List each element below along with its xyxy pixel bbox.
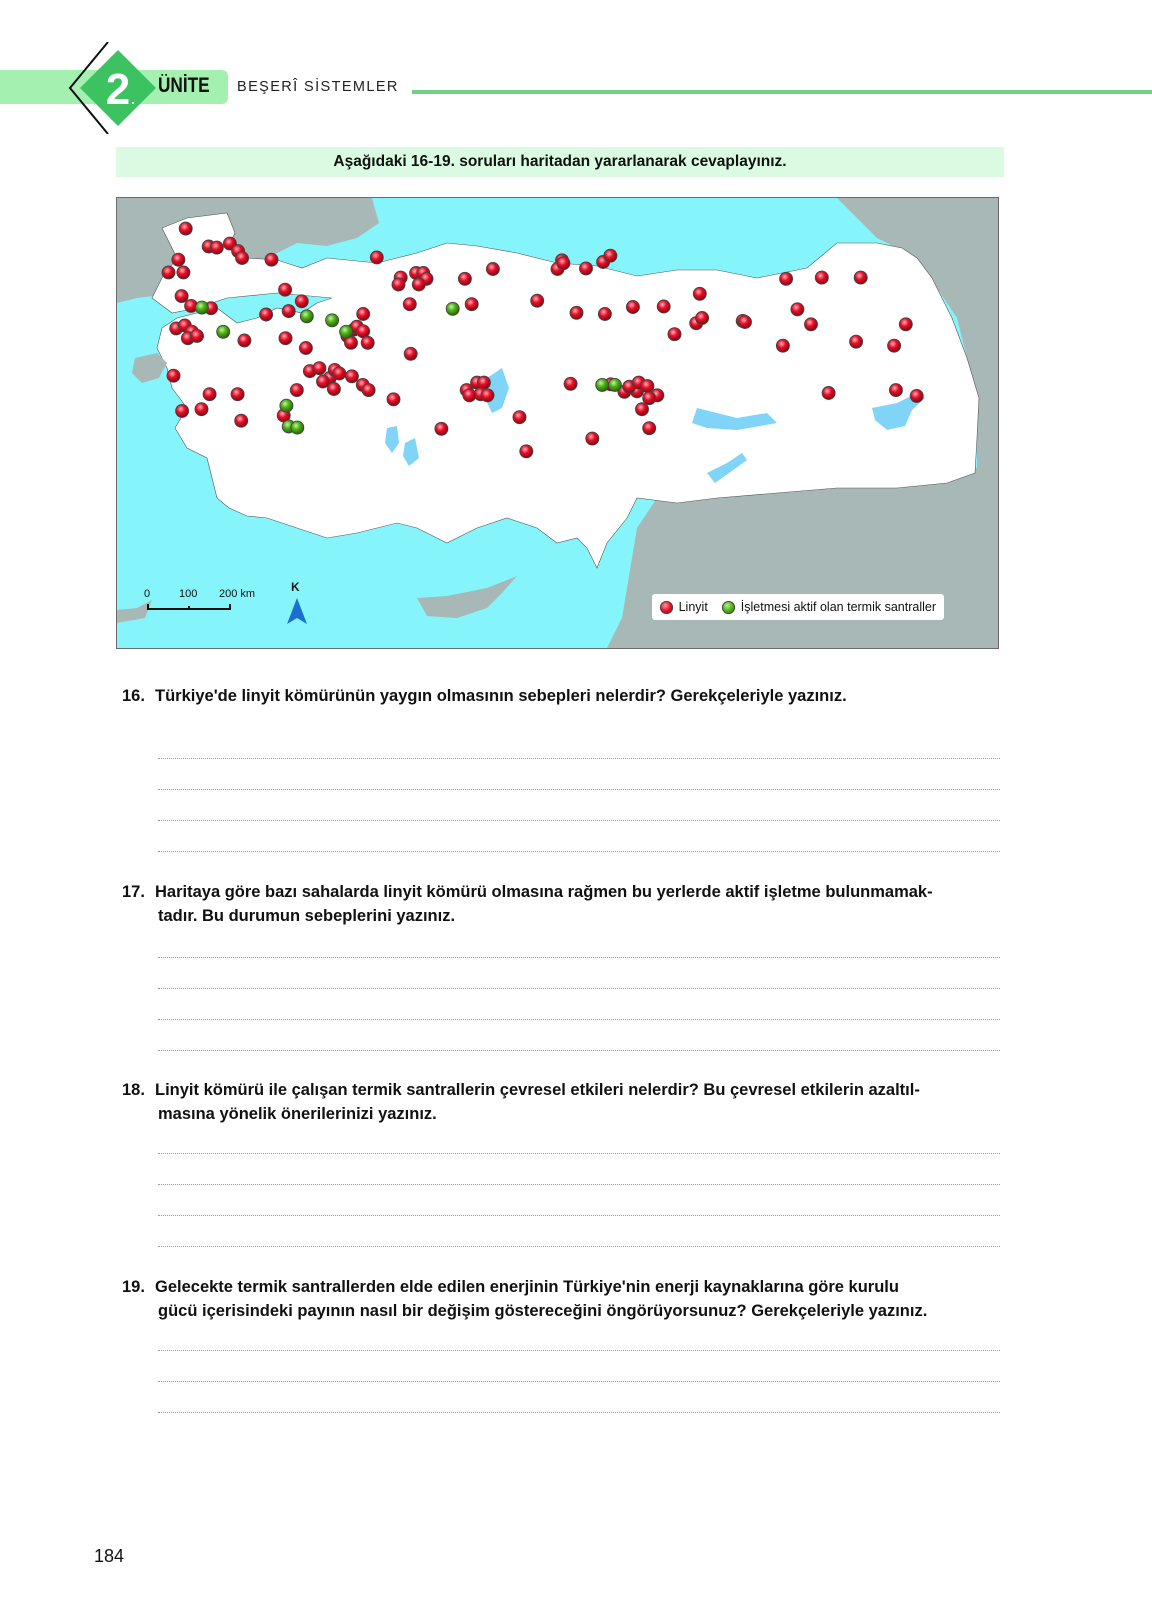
question-18: [122, 1078, 1002, 1126]
linyit-site-marker: [435, 422, 448, 435]
legend-item-santral: [722, 600, 936, 614]
linyit-site-marker: [458, 272, 471, 285]
linyit-site-marker: [327, 383, 340, 396]
linyit-site-marker: [626, 301, 639, 314]
linyit-site-marker: [791, 303, 804, 316]
linyit-site-marker: [313, 362, 326, 375]
answer-line[interactable]: [158, 1381, 1000, 1382]
answer-line[interactable]: [158, 758, 1000, 759]
question-17: [122, 880, 1002, 928]
linyit-site-marker: [167, 369, 180, 382]
linyit-site-marker: [279, 283, 292, 296]
linyit-site-marker: [412, 278, 425, 291]
linyit-site-marker: [636, 403, 649, 416]
linyit-site-marker: [392, 278, 405, 291]
linyit-site-marker: [805, 318, 818, 331]
linyit-site-marker: [333, 367, 346, 380]
linyit-site-marker: [693, 287, 706, 300]
linyit-site-marker: [210, 241, 223, 254]
legend-label-linyit: Linyit: [678, 600, 708, 614]
question-text: Gelecekte termik santrallerden elde edilen enerjinin Türkiye'nin enerji kaynaklarına göre kurulu: [155, 1278, 899, 1296]
linyit-site-marker: [557, 257, 570, 270]
linyit-site-marker: [780, 272, 793, 285]
linyit-site-marker: [231, 388, 244, 401]
linyit-site-marker: [203, 388, 216, 401]
santral-site-marker: [280, 399, 293, 412]
answer-line[interactable]: [158, 789, 1000, 790]
question-number: 16.: [122, 687, 145, 705]
question-text-cont: masına yönelik önerilerinizi yazınız.: [158, 1105, 437, 1123]
unit-label: ÜNİTE: [158, 74, 210, 97]
linyit-site-marker: [643, 422, 656, 435]
linyit-site-marker: [317, 375, 330, 388]
linyit-site-marker: [162, 266, 175, 279]
svg-text:.: .: [131, 91, 135, 107]
question-text-cont: tadır. Bu durumun sebeplerini yazınız.: [158, 907, 456, 925]
linyit-site-marker: [236, 252, 249, 265]
linyit-site-marker: [739, 316, 752, 329]
question-19: [122, 1275, 1002, 1323]
answer-line[interactable]: [158, 1350, 1000, 1351]
question-text: Türkiye'de linyit kömürünün yaygın olmasının sebepleri nelerdir? Gerekçeleriyle yazınız.: [155, 687, 847, 705]
scale-label-0: 0: [144, 588, 151, 600]
linyit-site-marker: [888, 339, 901, 352]
north-arrow-icon: [285, 596, 309, 626]
lignite-map: [116, 197, 999, 649]
santral-site-marker: [608, 378, 621, 391]
linyit-site-marker: [172, 253, 185, 266]
answer-line[interactable]: [158, 1050, 1000, 1051]
linyit-site-marker: [238, 334, 251, 347]
unit-number-badge: [68, 42, 160, 134]
linyit-site-marker: [195, 403, 208, 416]
linyit-site-marker: [815, 271, 828, 284]
answer-line[interactable]: [158, 988, 1000, 989]
linyit-site-marker: [910, 389, 923, 402]
linyit-site-marker: [696, 312, 709, 325]
linyit-site-marker: [657, 300, 670, 313]
linyit-site-marker: [295, 295, 308, 308]
linyit-site-marker: [279, 332, 292, 345]
linyit-site-marker: [175, 290, 188, 303]
linyit-site-marker: [265, 253, 278, 266]
legend-label-santral: İşletmesi aktif olan termik santraller: [740, 600, 936, 614]
linyit-site-marker: [822, 387, 835, 400]
linyit-site-marker: [361, 336, 374, 349]
answer-line[interactable]: [158, 1246, 1000, 1247]
question-number: 18.: [122, 1081, 145, 1099]
answer-line[interactable]: [158, 820, 1000, 821]
linyit-site-marker: [282, 305, 295, 318]
linyit-site-marker: [235, 414, 248, 427]
linyit-site-marker: [191, 329, 204, 342]
linyit-site-marker: [564, 377, 577, 390]
linyit-site-marker: [889, 384, 902, 397]
map-canvas: [117, 198, 998, 648]
answer-line[interactable]: [158, 1153, 1000, 1154]
linyit-site-marker: [357, 308, 370, 321]
answer-line[interactable]: [158, 1184, 1000, 1185]
linyit-site-marker: [463, 389, 476, 402]
linyit-marker-icon: [660, 601, 673, 614]
question-text: Haritaya göre bazı sahalarda linyit kömürü olmasına rağmen bu yerlerde aktif işletme bulunmamak-: [155, 883, 933, 901]
linyit-site-marker: [481, 389, 494, 402]
north-label: K: [291, 580, 300, 594]
instruction-banner: [116, 147, 1004, 177]
santral-site-marker: [291, 421, 304, 434]
scale-label-200: 200 km: [219, 588, 256, 600]
answer-line[interactable]: [158, 957, 1000, 958]
island-cyprus: [417, 576, 517, 618]
linyit-site-marker: [290, 384, 303, 397]
santral-site-marker: [446, 302, 459, 315]
north-arrow: [285, 580, 309, 626]
answer-line[interactable]: [158, 851, 1000, 852]
linyit-site-marker: [604, 249, 617, 262]
linyit-site-marker: [477, 376, 490, 389]
answer-line[interactable]: [158, 1215, 1000, 1216]
linyit-site-marker: [643, 392, 656, 405]
linyit-site-marker: [299, 342, 312, 355]
linyit-site-marker: [850, 335, 863, 348]
section-title: BEŞERÎ SİSTEMLER: [237, 79, 399, 95]
linyit-site-marker: [362, 384, 375, 397]
linyit-site-marker: [260, 308, 273, 321]
question-number: 19.: [122, 1278, 145, 1296]
linyit-site-marker: [345, 370, 358, 383]
santral-site-marker: [340, 325, 353, 338]
linyit-site-marker: [370, 251, 383, 264]
linyit-site-marker: [404, 347, 417, 360]
linyit-site-marker: [176, 404, 189, 417]
linyit-site-marker: [899, 318, 912, 331]
linyit-site-marker: [531, 294, 544, 307]
page-number: 184: [94, 1546, 125, 1566]
header-rule: [412, 90, 1152, 94]
linyit-site-marker: [387, 393, 400, 406]
linyit-site-marker: [520, 445, 533, 458]
santral-site-marker: [217, 325, 230, 338]
santral-site-marker: [596, 378, 609, 391]
question-number: 17.: [122, 883, 145, 901]
linyit-site-marker: [513, 411, 526, 424]
linyit-site-marker: [570, 306, 583, 319]
linyit-site-marker: [586, 432, 599, 445]
instruction-text: Aşağıdaki 16-19. soruları haritadan yararlanarak cevaplayınız.: [333, 153, 787, 170]
linyit-site-marker: [403, 298, 416, 311]
santral-site-marker: [326, 314, 339, 327]
legend-item-linyit: [660, 600, 708, 614]
scale-bar: [141, 584, 256, 624]
question-text-cont: gücü içerisindeki payının nasıl bir değişim göstereceğini öngörüyorsunuz? Gerekçeleriyle yazınız.: [158, 1302, 928, 1320]
unit-number: 2: [105, 65, 131, 114]
santral-site-marker: [300, 310, 313, 323]
linyit-site-marker: [598, 308, 611, 321]
answer-line[interactable]: [158, 1019, 1000, 1020]
answer-line[interactable]: [158, 1412, 1000, 1413]
linyit-site-marker: [177, 266, 190, 279]
linyit-site-marker: [854, 271, 867, 284]
santral-marker-icon: [722, 601, 735, 614]
linyit-site-marker: [357, 325, 370, 338]
linyit-site-marker: [465, 298, 478, 311]
linyit-site-marker: [668, 328, 681, 341]
linyit-site-marker: [580, 262, 593, 275]
question-16: [122, 684, 1002, 708]
scale-label-100: 100: [179, 588, 198, 600]
map-legend: [652, 594, 944, 620]
question-text: Linyit kömürü ile çalışan termik santrallerin çevresel etkileri nelerdir? Bu çevresel etkilerin azaltıl-: [155, 1081, 920, 1099]
linyit-site-marker: [776, 339, 789, 352]
linyit-site-marker: [641, 380, 654, 393]
linyit-site-marker: [486, 263, 499, 276]
scale-bar-tick: [188, 606, 190, 610]
linyit-site-marker: [179, 222, 192, 235]
santral-site-marker: [195, 301, 208, 314]
